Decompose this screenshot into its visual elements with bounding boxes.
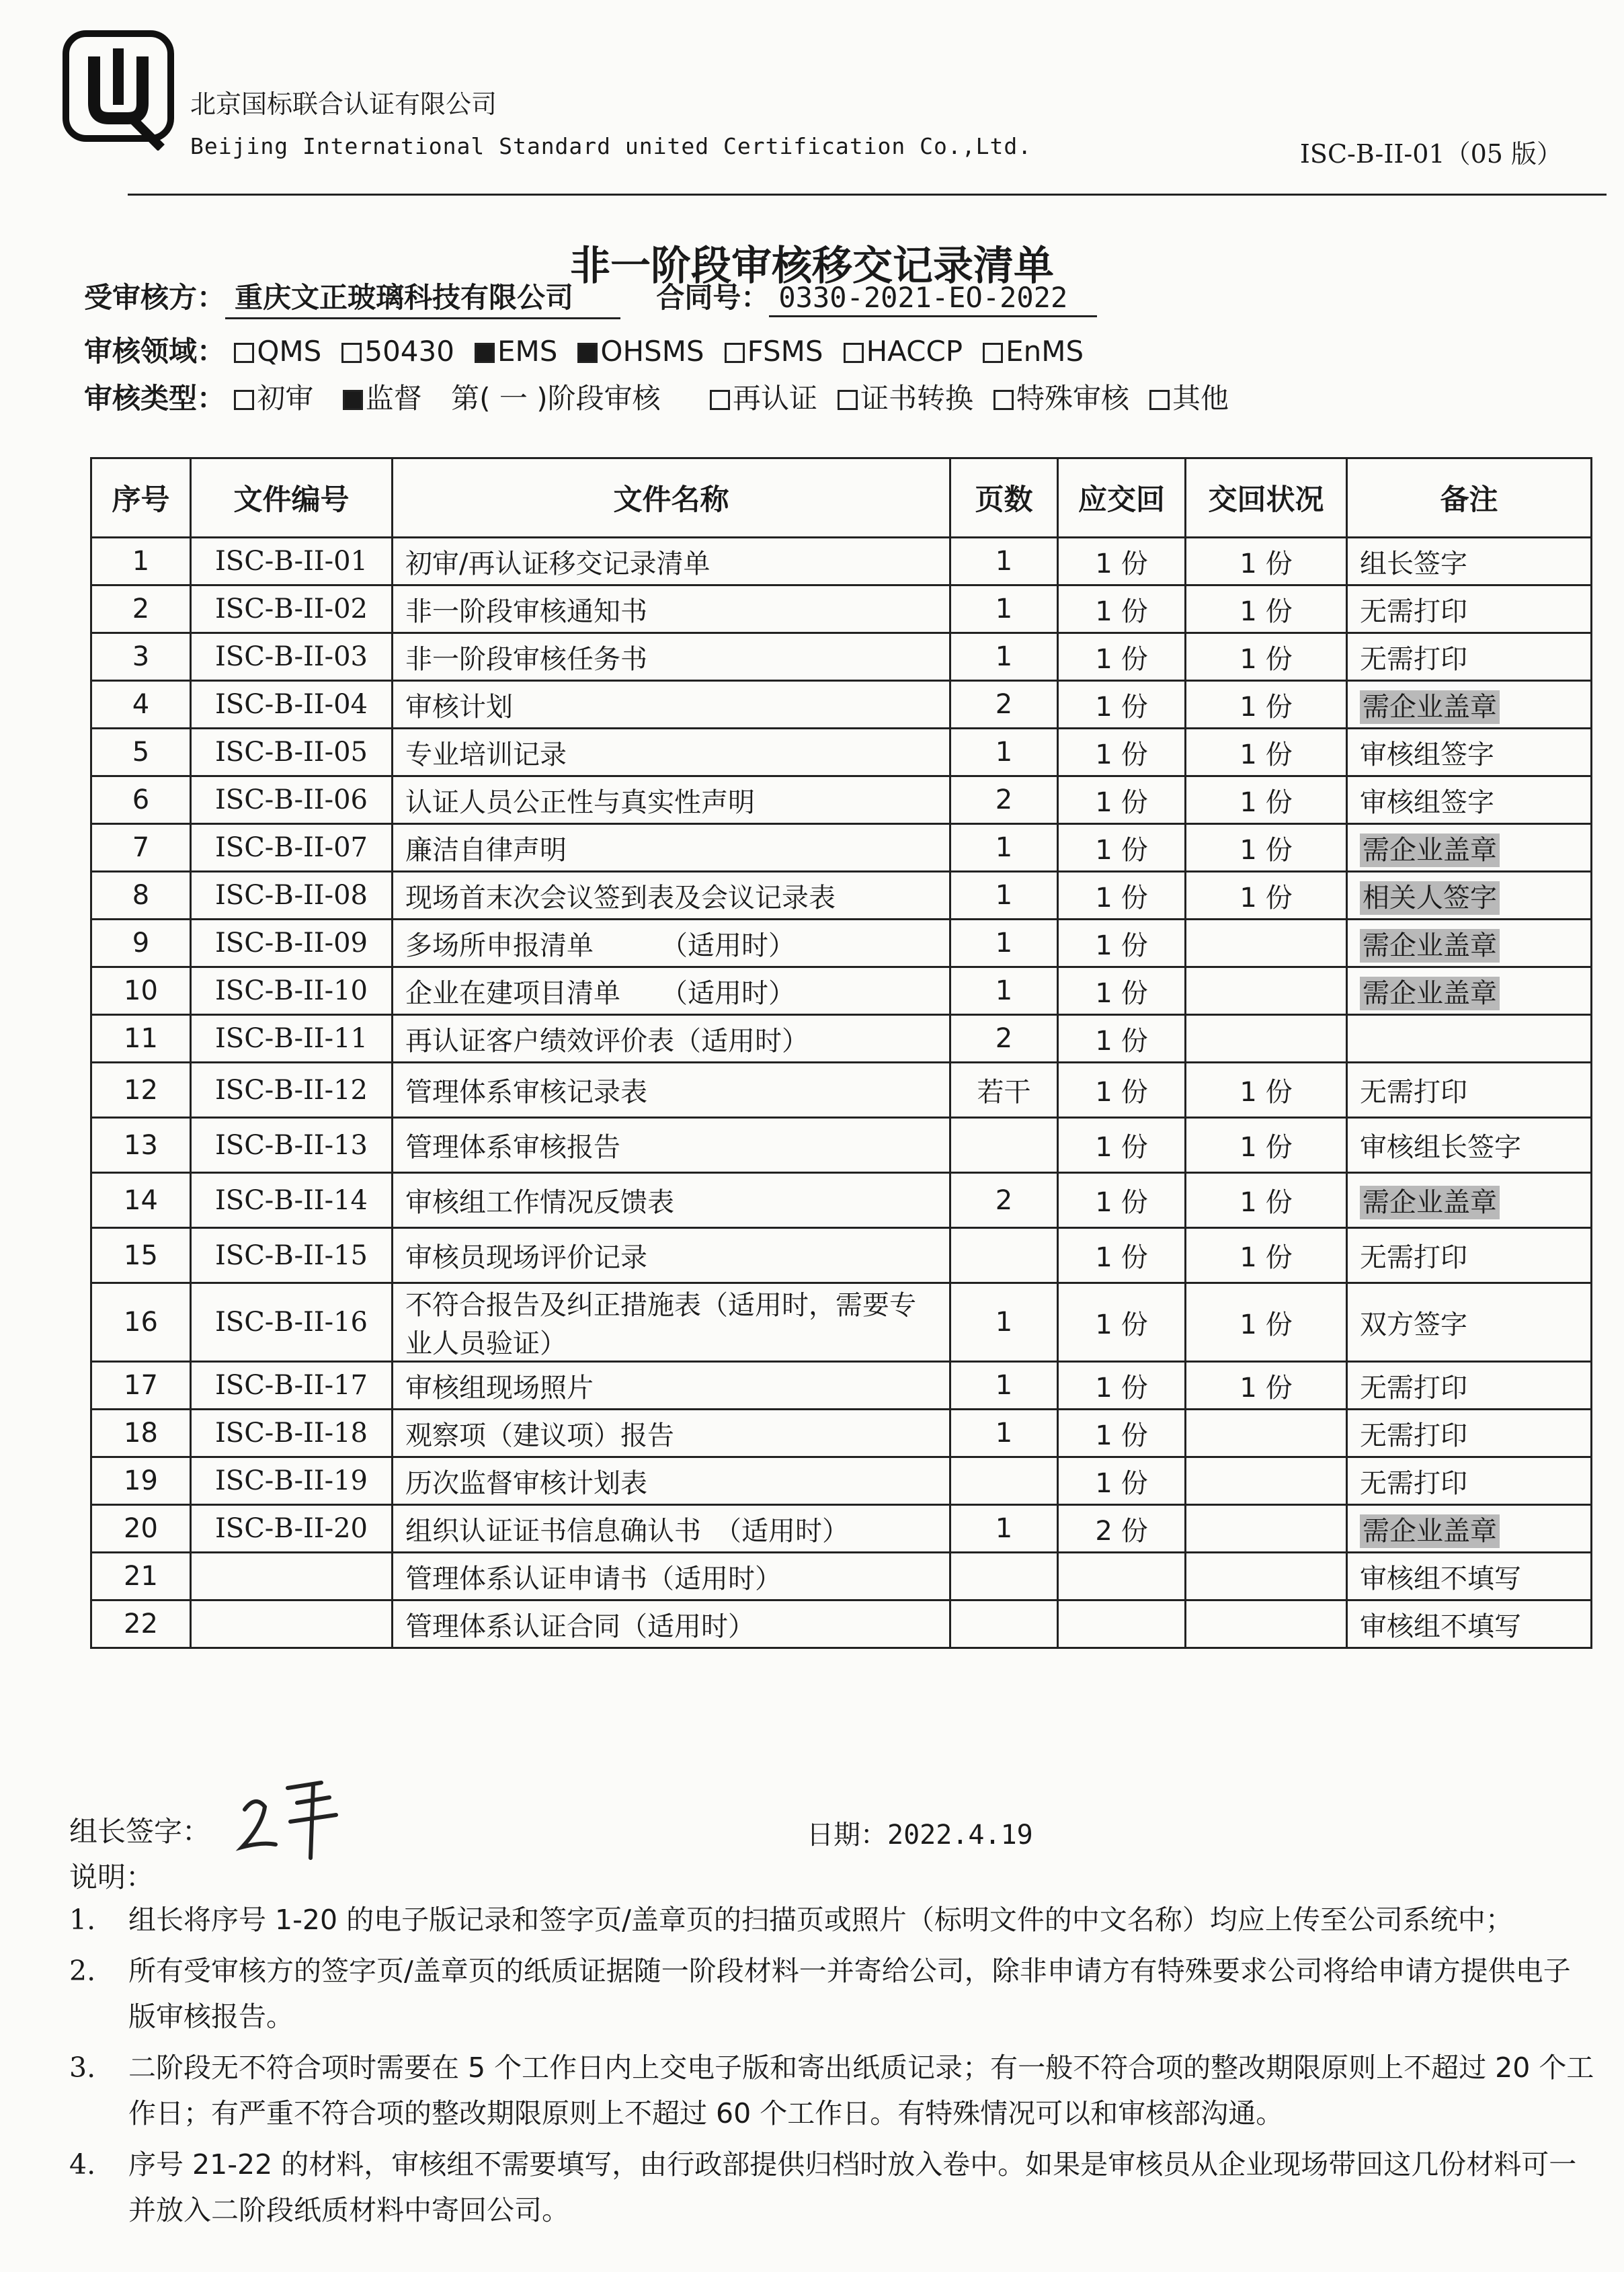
cell-code: ISC-B-II-02 [191, 585, 393, 633]
remark-highlight: 需企业盖章 [1360, 834, 1500, 867]
note-number: 2. [69, 1955, 96, 1987]
checkbox[interactable] [710, 390, 730, 410]
remark-highlight: 需企业盖章 [1360, 929, 1500, 963]
cell-name: 认证人员公正性与真实性声明 [393, 776, 950, 824]
date-line [807, 1814, 1033, 1852]
cell-code: ISC-B-II-04 [191, 681, 393, 729]
audit-domain-option[interactable] [983, 335, 1084, 368]
table-row [91, 967, 1592, 1015]
cell-no: 1 [91, 538, 191, 585]
cell-due: 1 份 [1058, 920, 1186, 967]
audit-domain-option-label: FSMS [747, 335, 823, 368]
table-row [91, 1505, 1592, 1553]
audit-domain-label: 审核领域： [84, 335, 226, 368]
remark-highlight: 需企业盖章 [1360, 1514, 1500, 1548]
cell-remark [1347, 824, 1592, 872]
cell-no: 13 [91, 1118, 191, 1173]
cell-remark: 审核组不填写 [1347, 1553, 1592, 1600]
cell-due: 1 份 [1058, 1410, 1186, 1457]
audited-party-label: 受审核方： [84, 281, 226, 314]
remark-highlight: 相关人签字 [1360, 881, 1500, 915]
cell-remark [1347, 1173, 1592, 1228]
audit-domain-option[interactable] [234, 335, 321, 368]
cell-remark: 无需打印 [1347, 585, 1592, 633]
cell-pages: 若干 [950, 1063, 1058, 1118]
cell-pages: 1 [950, 585, 1058, 633]
cell-name: 企业在建项目清单 （适用时） [393, 967, 950, 1015]
audit-type-surveillance[interactable] [343, 376, 422, 417]
cell-returned: 1 份 [1186, 824, 1347, 872]
cell-name: 再认证客户绩效评价表（适用时） [393, 1015, 950, 1063]
cell-no: 7 [91, 824, 191, 872]
cell-code: ISC-B-II-06 [191, 776, 393, 824]
cell-pages [950, 1457, 1058, 1505]
audit-type-surveillance-label: 监督 [365, 382, 422, 415]
table-header-row [91, 458, 1592, 538]
cell-remark: 无需打印 [1347, 633, 1592, 681]
cell-returned: 1 份 [1186, 872, 1347, 920]
checkbox[interactable] [983, 343, 1003, 363]
cell-returned [1186, 920, 1347, 967]
cell-due: 1 份 [1058, 1283, 1186, 1362]
cell-code: ISC-B-II-14 [191, 1173, 393, 1228]
cell-remark: 双方签字 [1347, 1283, 1592, 1362]
cell-name: 廉洁自律声明 [393, 824, 950, 872]
cell-returned [1186, 967, 1347, 1015]
note-text: 二阶段无不符合项时需要在 5 个工作日内上交电子版和寄出纸质记录；有一般不符合项的整改期限原则上不超过 20 个工作日；有严重不符合项的整改期限原则上不超过 60 个工作日。有特殊情况可以和审核部沟通。 [128, 2052, 1594, 2129]
table-row [91, 872, 1592, 920]
cell-no: 19 [91, 1457, 191, 1505]
cell-pages: 1 [950, 729, 1058, 776]
column-header: 序号 [91, 458, 191, 538]
cell-code: ISC-B-II-12 [191, 1063, 393, 1118]
column-header: 页数 [950, 458, 1058, 538]
table-row [91, 681, 1592, 729]
note-number: 1. [69, 1904, 96, 1936]
cell-due: 2 份 [1058, 1505, 1186, 1553]
cell-code: ISC-B-II-20 [191, 1505, 393, 1553]
audit-type-options [710, 382, 1249, 415]
note-item [69, 1897, 1595, 1943]
cell-pages: 1 [950, 967, 1058, 1015]
cell-name: 多场所申报清单 （适用时） [393, 920, 950, 967]
cell-code: ISC-B-II-11 [191, 1015, 393, 1063]
cell-name: 现场首末次会议签到表及会议记录表 [393, 872, 950, 920]
table-row [91, 729, 1592, 776]
company-name-en: Beijing International Standard united Certification Co.,Ltd. [190, 133, 1032, 159]
cell-returned [1186, 1505, 1347, 1553]
date-value: 2022.4.19 [887, 1820, 1033, 1851]
audit-type-option[interactable] [710, 376, 817, 417]
cell-no: 2 [91, 585, 191, 633]
checkbox[interactable] [844, 343, 864, 363]
cell-remark: 无需打印 [1347, 1457, 1592, 1505]
cell-pages: 1 [950, 872, 1058, 920]
checkbox[interactable] [234, 343, 254, 363]
cell-due [1058, 1553, 1186, 1600]
notes-list [69, 1897, 1595, 2238]
cell-no: 14 [91, 1173, 191, 1228]
table-row [91, 1553, 1592, 1600]
cell-returned: 1 份 [1186, 1063, 1347, 1118]
cell-pages: 1 [950, 1505, 1058, 1553]
cell-code [191, 1553, 393, 1600]
document-title: 非一阶段审核移交记录清单 [570, 243, 1054, 290]
cell-remark: 审核组长签字 [1347, 1118, 1592, 1173]
checkbox[interactable] [838, 390, 858, 410]
cell-returned: 1 份 [1186, 729, 1347, 776]
form-code: ISC-B-II-01（05 版） [1299, 139, 1562, 169]
cell-due: 1 份 [1058, 585, 1186, 633]
cell-remark [1347, 967, 1592, 1015]
note-number: 4. [69, 2148, 96, 2181]
cell-pages [950, 1228, 1058, 1283]
cell-name: 历次监督审核计划表 [393, 1457, 950, 1505]
company-name-cn: 北京国标联合认证有限公司 [190, 89, 497, 119]
table-row [91, 1362, 1592, 1410]
cell-no: 16 [91, 1283, 191, 1362]
cell-no: 3 [91, 633, 191, 681]
cell-pages: 2 [950, 681, 1058, 729]
cell-no: 6 [91, 776, 191, 824]
cell-returned [1186, 1553, 1347, 1600]
leader-signature [235, 1775, 343, 1862]
cell-pages [950, 1118, 1058, 1173]
table-row [91, 1063, 1592, 1118]
remark-highlight: 需企业盖章 [1360, 977, 1500, 1010]
cell-returned: 1 份 [1186, 1283, 1347, 1362]
audit-type-option-label: 证书转换 [860, 382, 973, 415]
cell-name: 非一阶段审核任务书 [393, 633, 950, 681]
remark-highlight: 需企业盖章 [1360, 1186, 1500, 1219]
cell-name: 管理体系认证合同（适用时） [393, 1600, 950, 1648]
cell-returned: 1 份 [1186, 1362, 1347, 1410]
audit-type-initial-label: 初审 [257, 382, 314, 415]
audit-domain-option-label: 50430 [364, 335, 454, 368]
cell-name: 专业培训记录 [393, 729, 950, 776]
cell-due: 1 份 [1058, 1118, 1186, 1173]
audit-type-initial[interactable] [234, 376, 313, 417]
cell-pages: 2 [950, 776, 1058, 824]
cell-pages: 2 [950, 1173, 1058, 1228]
cell-returned [1186, 1457, 1347, 1505]
cell-code: ISC-B-II-10 [191, 967, 393, 1015]
cell-code: ISC-B-II-18 [191, 1410, 393, 1457]
audit-domain-option-label: OHSMS [600, 335, 704, 368]
cell-returned: 1 份 [1186, 776, 1347, 824]
cell-due: 1 份 [1058, 967, 1186, 1015]
audit-domain-options [234, 335, 1104, 368]
cell-due: 1 份 [1058, 681, 1186, 729]
cell-pages: 2 [950, 1015, 1058, 1063]
table-row [91, 1015, 1592, 1063]
cell-pages: 1 [950, 1410, 1058, 1457]
table-body [91, 538, 1592, 1648]
cell-code: ISC-B-II-07 [191, 824, 393, 872]
table-row [91, 1228, 1592, 1283]
cell-name: 观察项（建议项）报告 [393, 1410, 950, 1457]
cell-no: 22 [91, 1600, 191, 1648]
table-row [91, 1283, 1592, 1362]
note-item [69, 1948, 1595, 2039]
header-divider [128, 194, 1607, 196]
cell-pages: 1 [950, 633, 1058, 681]
cell-remark: 无需打印 [1347, 1063, 1592, 1118]
audit-type-option[interactable] [1149, 376, 1229, 417]
table-row [91, 1600, 1592, 1648]
cell-pages: 1 [950, 1283, 1058, 1362]
cell-remark: 审核组签字 [1347, 776, 1592, 824]
column-header: 备注 [1347, 458, 1592, 538]
cell-name: 初审/再认证移交记录清单 [393, 538, 950, 585]
cell-name: 组织认证证书信息确认书 （适用时） [393, 1505, 950, 1553]
cell-no: 15 [91, 1228, 191, 1283]
checkbox-initial[interactable] [234, 390, 254, 410]
cell-pages: 1 [950, 1362, 1058, 1410]
cell-returned: 1 份 [1186, 538, 1347, 585]
cell-pages [950, 1600, 1058, 1648]
checkbox[interactable] [475, 343, 495, 363]
table-row [91, 824, 1592, 872]
audit-type-line [84, 376, 1249, 417]
table-row [91, 1410, 1592, 1457]
audit-type-option[interactable] [993, 376, 1129, 417]
cell-name: 管理体系审核记录表 [393, 1063, 950, 1118]
audit-domain-option[interactable] [475, 335, 557, 368]
cell-name: 管理体系审核报告 [393, 1118, 950, 1173]
column-header: 交回状况 [1186, 458, 1347, 538]
checkbox-surveillance[interactable] [343, 390, 363, 410]
cell-code: ISC-B-II-05 [191, 729, 393, 776]
cell-pages [950, 1553, 1058, 1600]
cell-due: 1 份 [1058, 872, 1186, 920]
audit-type-option-label: 特殊审核 [1016, 382, 1130, 415]
cell-code: ISC-B-II-01 [191, 538, 393, 585]
checkbox[interactable] [577, 343, 598, 363]
checkbox[interactable] [1149, 390, 1170, 410]
cell-due: 1 份 [1058, 1228, 1186, 1283]
table-row [91, 920, 1592, 967]
cell-returned: 1 份 [1186, 1118, 1347, 1173]
cell-returned [1186, 1600, 1347, 1648]
cell-name: 审核组现场照片 [393, 1362, 950, 1410]
table-row [91, 633, 1592, 681]
cell-returned: 1 份 [1186, 1173, 1347, 1228]
checkbox[interactable] [725, 343, 745, 363]
cell-code: ISC-B-II-09 [191, 920, 393, 967]
note-text: 组长将序号 1-20 的电子版记录和签字页/盖章页的扫描页或照片（标明文件的中文名称）均应上传至公司系统中； [128, 1904, 1513, 1936]
cell-remark: 无需打印 [1347, 1362, 1592, 1410]
audit-domain-option[interactable] [844, 335, 963, 368]
table-row [91, 538, 1592, 585]
cell-returned: 1 份 [1186, 681, 1347, 729]
cell-code: ISC-B-II-16 [191, 1283, 393, 1362]
remark-highlight: 需企业盖章 [1360, 690, 1500, 724]
cell-returned [1186, 1015, 1347, 1063]
cell-code: ISC-B-II-03 [191, 633, 393, 681]
cell-due [1058, 1600, 1186, 1648]
leader-signature-label: 组长签字： [69, 1815, 211, 1848]
cell-remark [1347, 1505, 1592, 1553]
cell-no: 18 [91, 1410, 191, 1457]
table-row [91, 1457, 1592, 1505]
cell-code [191, 1600, 393, 1648]
cell-name: 审核计划 [393, 681, 950, 729]
records-table [90, 457, 1592, 1649]
cell-due: 1 份 [1058, 1457, 1186, 1505]
cell-remark [1347, 920, 1592, 967]
cell-no: 17 [91, 1362, 191, 1410]
note-item [69, 2142, 1595, 2233]
column-header: 文件名称 [393, 458, 950, 538]
note-item [69, 2045, 1595, 2136]
cell-pages: 1 [950, 824, 1058, 872]
cell-remark: 无需打印 [1347, 1228, 1592, 1283]
table-row [91, 1118, 1592, 1173]
cell-due: 1 份 [1058, 1173, 1186, 1228]
cell-name: 管理体系认证申请书（适用时） [393, 1553, 950, 1600]
note-text: 序号 21-22 的材料，审核组不需要填写，由行政部提供归档时放入卷中。如果是审核员从企业现场带回这几份材料可一并放入二阶段纸质材料中寄回公司。 [128, 2148, 1577, 2226]
note-number: 3. [69, 2052, 96, 2084]
audit-domain-option[interactable] [577, 335, 704, 368]
cell-code: ISC-B-II-17 [191, 1362, 393, 1410]
checkbox[interactable] [993, 390, 1014, 410]
cell-remark: 组长签字 [1347, 538, 1592, 585]
audit-type-option[interactable] [838, 376, 973, 417]
cell-due: 1 份 [1058, 1362, 1186, 1410]
table-row [91, 776, 1592, 824]
cell-no: 9 [91, 920, 191, 967]
cell-returned: 1 份 [1186, 1228, 1347, 1283]
cell-name: 非一阶段审核通知书 [393, 585, 950, 633]
date-label: 日期： [807, 1820, 887, 1851]
cell-remark [1347, 872, 1592, 920]
cell-no: 11 [91, 1015, 191, 1063]
cell-code: ISC-B-II-19 [191, 1457, 393, 1505]
contract-value: 0330-2021-EO-2022 [769, 281, 1097, 317]
cell-code: ISC-B-II-08 [191, 872, 393, 920]
cell-no: 12 [91, 1063, 191, 1118]
column-header: 文件编号 [191, 458, 393, 538]
cell-returned [1186, 1410, 1347, 1457]
cell-no: 21 [91, 1553, 191, 1600]
audit-domain-option-label: QMS [257, 335, 322, 368]
cell-due: 1 份 [1058, 729, 1186, 776]
cell-due: 1 份 [1058, 538, 1186, 585]
audit-domain-option-label: EnMS [1006, 335, 1084, 368]
cell-remark: 审核组不填写 [1347, 1600, 1592, 1648]
audit-type-option-label: 其他 [1172, 382, 1229, 415]
table-row [91, 1173, 1592, 1228]
audit-domain-option-label: EMS [497, 335, 558, 368]
audit-type-option-label: 再认证 [732, 382, 817, 415]
table-row [91, 585, 1592, 633]
column-header: 应交回 [1058, 458, 1186, 538]
note-text: 所有受审核方的签字页/盖章页的纸质证据随一阶段材料一并寄给公司，除非申请方有特殊要求公司将给申请方提供电子版审核报告。 [128, 1955, 1571, 2033]
audit-stage-text: 第( 一 )阶段审核 [451, 382, 661, 415]
cell-name: 不符合报告及纠正措施表（适用时，需要专业人员验证） [393, 1283, 950, 1362]
cell-remark: 审核组签字 [1347, 729, 1592, 776]
cell-no: 10 [91, 967, 191, 1015]
cell-no: 8 [91, 872, 191, 920]
cell-remark: 无需打印 [1347, 1410, 1592, 1457]
cell-due: 1 份 [1058, 1015, 1186, 1063]
notes-label: 说明： [69, 1861, 155, 1894]
cell-pages: 1 [950, 538, 1058, 585]
cell-pages: 1 [950, 920, 1058, 967]
audit-domain-line [84, 329, 1104, 370]
cell-code: ISC-B-II-13 [191, 1118, 393, 1173]
cell-returned: 1 份 [1186, 585, 1347, 633]
cell-code: ISC-B-II-15 [191, 1228, 393, 1283]
cell-no: 20 [91, 1505, 191, 1553]
audited-party-value: 重庆文正玻璃科技有限公司 [225, 276, 620, 319]
audit-type-label: 审核类型： [84, 382, 226, 415]
audit-domain-option[interactable] [725, 335, 823, 368]
cell-remark [1347, 1015, 1592, 1063]
audited-party-line [84, 276, 1097, 319]
cell-due: 1 份 [1058, 633, 1186, 681]
cell-returned: 1 份 [1186, 633, 1347, 681]
cell-no: 4 [91, 681, 191, 729]
cell-no: 5 [91, 729, 191, 776]
audit-domain-option-label: HACCP [866, 335, 963, 368]
cell-due: 1 份 [1058, 1063, 1186, 1118]
cell-name: 审核员现场评价记录 [393, 1228, 950, 1283]
contract-label: 合同号： [656, 281, 770, 314]
cell-due: 1 份 [1058, 776, 1186, 824]
cell-name: 审核组工作情况反馈表 [393, 1173, 950, 1228]
checkbox[interactable] [341, 343, 362, 363]
company-logo [62, 30, 175, 151]
audit-domain-option[interactable] [341, 335, 454, 368]
cell-due: 1 份 [1058, 824, 1186, 872]
cell-remark [1347, 681, 1592, 729]
